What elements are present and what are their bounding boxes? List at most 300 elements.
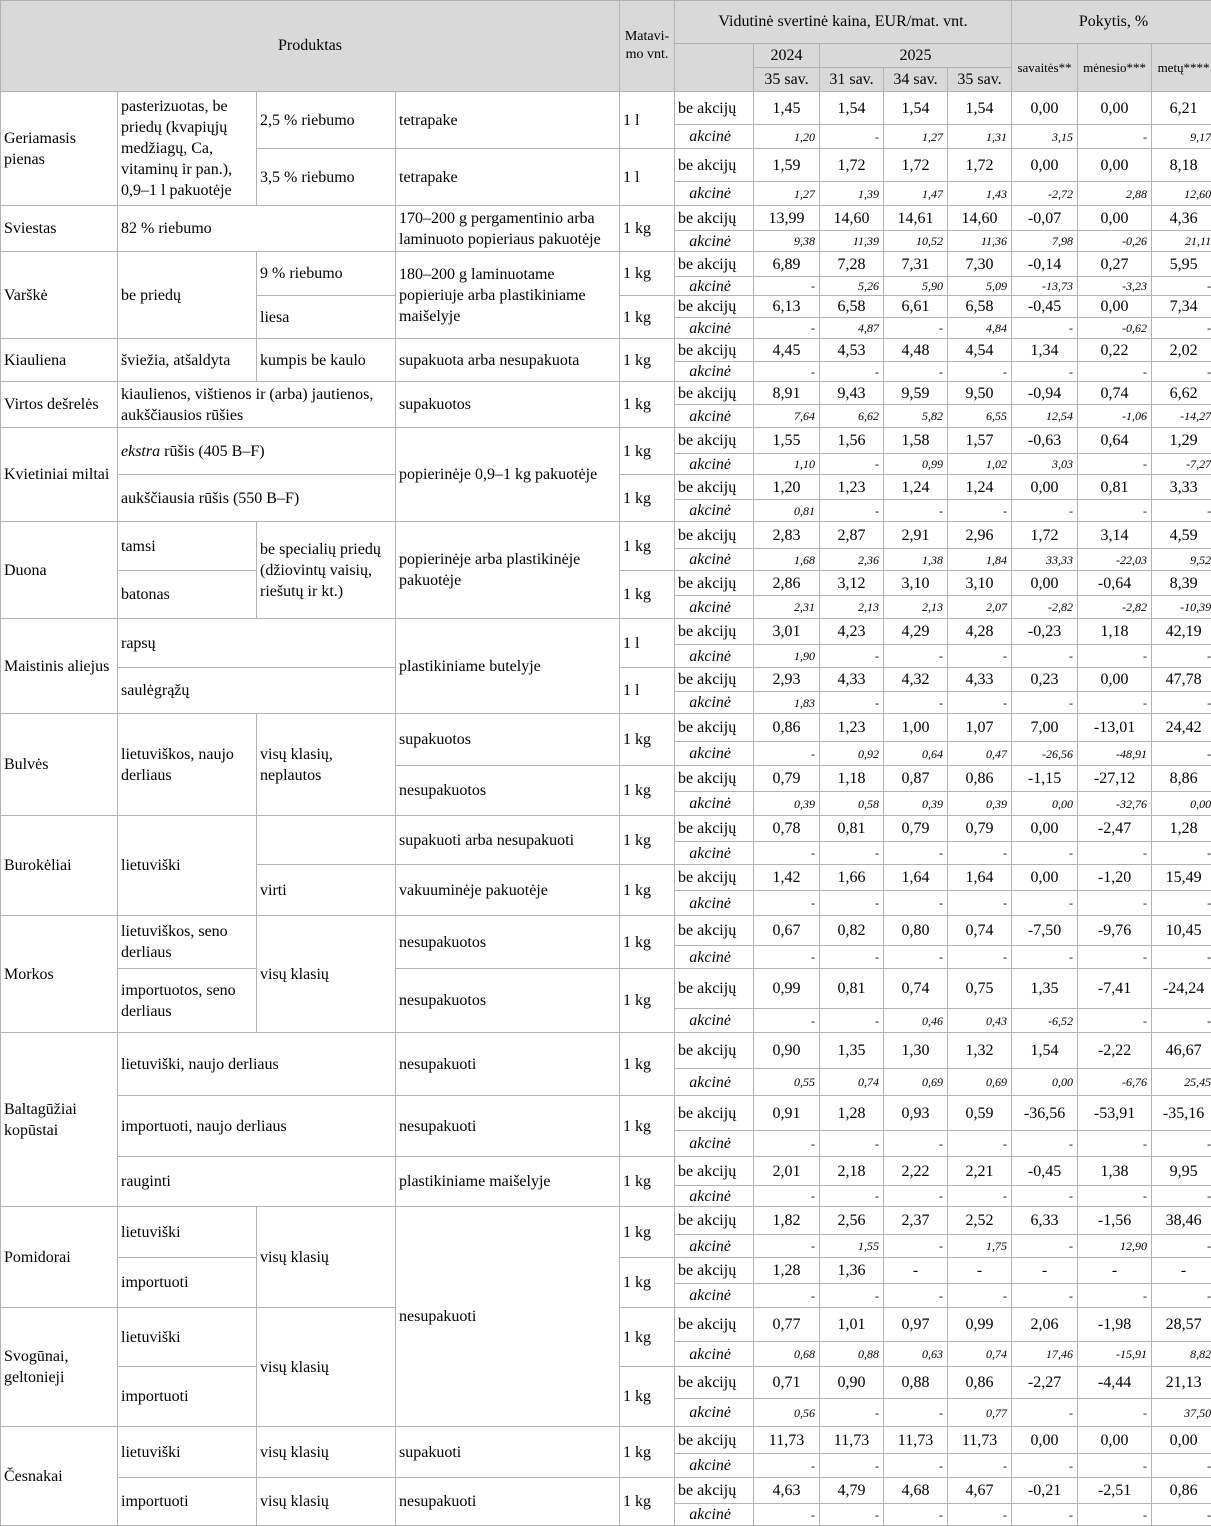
- table-cell: 25,45: [1152, 1069, 1211, 1096]
- table-cell: -24,24: [1152, 969, 1211, 1009]
- product-name: Varškė: [1, 252, 118, 339]
- table-cell: -: [1078, 1131, 1152, 1157]
- table-cell: 1,27: [884, 125, 948, 149]
- table-row-regular: [1, 382, 1211, 405]
- table-cell: 0,00: [1012, 1427, 1078, 1454]
- table-cell: 0,00: [1012, 149, 1078, 182]
- table-cell: -: [1152, 1131, 1211, 1157]
- table-cell: -: [820, 1399, 884, 1427]
- price-type-label: be akcijų: [675, 571, 754, 596]
- price-type-label: be akcijų: [675, 816, 754, 842]
- table-cell: 3,10: [884, 571, 948, 596]
- table-cell: -: [1012, 1399, 1078, 1427]
- table-cell: -4,44: [1078, 1367, 1152, 1399]
- table-cell: 0,90: [820, 1367, 884, 1399]
- table-cell: 11,73: [820, 1427, 884, 1454]
- product-sub: importuoti: [118, 1258, 257, 1308]
- price-type-label: akcinė: [675, 1342, 754, 1367]
- table-cell: -2,72: [1012, 182, 1078, 206]
- table-cell: -: [1078, 842, 1152, 865]
- table-cell: -: [884, 1258, 948, 1284]
- table-cell: 0,79: [948, 816, 1012, 842]
- table-cell: -: [884, 692, 948, 714]
- table-cell: 2,02: [1152, 339, 1211, 362]
- table-cell: 1,20: [754, 125, 820, 149]
- table-cell: 0,81: [754, 500, 820, 522]
- table-cell: -: [1152, 500, 1211, 522]
- price-type-label: akcinė: [675, 1399, 754, 1427]
- table-cell: 3,01: [754, 619, 820, 645]
- table-cell: 12,60: [1152, 182, 1211, 206]
- product-unit: 1 kg: [620, 206, 675, 252]
- product-pack: supakuotos: [396, 382, 620, 428]
- product-pack: nesupakuotos: [396, 969, 620, 1033]
- product-unit: 1 kg: [620, 1427, 675, 1478]
- price-type-label: be akcijų: [675, 714, 754, 742]
- price-type-label: akcinė: [675, 454, 754, 475]
- table-cell: 1,35: [820, 1033, 884, 1069]
- table-cell: 1,54: [948, 92, 1012, 125]
- table-cell: 2,13: [884, 596, 948, 619]
- product-unit: 1 kg: [620, 1478, 675, 1526]
- table-cell: -26,56: [1012, 742, 1078, 766]
- table-cell: 0,77: [754, 1308, 820, 1342]
- table-cell: 11,36: [948, 231, 1012, 252]
- product-sub: lietuviški: [118, 1308, 257, 1367]
- table-cell: -32,76: [1078, 792, 1152, 816]
- table-cell: 0,00: [1012, 571, 1078, 596]
- table-cell: 0,75: [948, 969, 1012, 1009]
- product-unit: 1 kg: [620, 1033, 675, 1096]
- table-cell: -7,50: [1012, 916, 1078, 946]
- table-cell: -: [820, 454, 884, 475]
- table-cell: -: [754, 1454, 820, 1478]
- table-cell: 2,07: [948, 596, 1012, 619]
- table-cell: -: [884, 1235, 948, 1258]
- table-cell: 0,74: [884, 969, 948, 1009]
- table-cell: -0,23: [1012, 619, 1078, 645]
- table-cell: 1,23: [820, 475, 884, 500]
- table-cell: -: [948, 1504, 1012, 1526]
- table-cell: -: [1078, 1454, 1152, 1478]
- table-cell: 0,69: [948, 1069, 1012, 1096]
- table-cell: -1,06: [1078, 405, 1152, 428]
- price-type-label: akcinė: [675, 1235, 754, 1258]
- table-cell: 1,24: [948, 475, 1012, 500]
- table-cell: 38,46: [1152, 1207, 1211, 1235]
- product-unit: 1 l: [620, 619, 675, 668]
- table-cell: 1,18: [1078, 619, 1152, 645]
- table-cell: -: [820, 500, 884, 522]
- product-sub: importuotos, seno derliaus: [118, 969, 257, 1033]
- table-cell: -: [948, 692, 1012, 714]
- table-cell: 0,39: [948, 792, 1012, 816]
- table-cell: -: [884, 946, 948, 969]
- table-cell: 0,58: [820, 792, 884, 816]
- price-type-label: akcinė: [675, 182, 754, 206]
- product-name: Maistinis aliejus: [1, 619, 118, 714]
- table-cell: -: [820, 1284, 884, 1308]
- price-type-label: be akcijų: [675, 252, 754, 277]
- product-unit: 1 l: [620, 149, 675, 206]
- table-cell: 46,67: [1152, 1033, 1211, 1069]
- table-cell: 0,00: [1152, 1427, 1211, 1454]
- table-cell: -: [1078, 1258, 1152, 1284]
- product-sub: lietuviški: [118, 1427, 257, 1478]
- table-cell: 12,54: [1012, 405, 1078, 428]
- table-cell: 1,35: [1012, 969, 1078, 1009]
- table-cell: 0,55: [754, 1069, 820, 1096]
- table-cell: -: [754, 1131, 820, 1157]
- table-cell: 21,11: [1152, 231, 1211, 252]
- product-pack: nesupakuoti: [396, 1478, 620, 1526]
- price-type-label: be akcijų: [675, 339, 754, 362]
- table-cell: -2,82: [1012, 596, 1078, 619]
- price-type-label: akcinė: [675, 891, 754, 916]
- table-cell: 2,56: [820, 1207, 884, 1235]
- table-cell: 6,58: [820, 296, 884, 318]
- table-cell: 4,59: [1152, 522, 1211, 549]
- product-variant: visų klasių: [257, 1207, 396, 1308]
- table-cell: 7,31: [884, 252, 948, 277]
- table-cell: 1,24: [884, 475, 948, 500]
- table-cell: 1,55: [820, 1235, 884, 1258]
- table-cell: 0,64: [1078, 428, 1152, 454]
- price-type-label: akcinė: [675, 1069, 754, 1096]
- table-cell: -2,47: [1078, 816, 1152, 842]
- product-unit: 1 kg: [620, 428, 675, 475]
- product-pack: supakuotos: [396, 714, 620, 766]
- table-cell: 0,39: [884, 792, 948, 816]
- header-annual: metų****: [1152, 44, 1211, 92]
- table-cell: 1,64: [948, 865, 1012, 891]
- product-sub: lietuviškos, seno derliaus: [118, 916, 257, 969]
- table-cell: 5,90: [884, 277, 948, 296]
- table-cell: 7,00: [1012, 714, 1078, 742]
- product-variant: visų klasių: [257, 1427, 396, 1478]
- table-cell: 0,39: [754, 792, 820, 816]
- table-cell: 0,00: [1012, 816, 1078, 842]
- product-sub-rest: rūšis (405 B–F): [160, 443, 264, 460]
- product-variant: kumpis be kaulo: [257, 339, 396, 382]
- table-cell: -: [1012, 891, 1078, 916]
- product-unit: 1 kg: [620, 522, 675, 571]
- table-row-regular: [1, 714, 1211, 742]
- product-unit: 1 kg: [620, 296, 675, 339]
- table-cell: 1,45: [754, 92, 820, 125]
- table-cell: -: [1078, 1399, 1152, 1427]
- product-name: Burokėliai: [1, 816, 118, 916]
- table-cell: 1,72: [884, 149, 948, 182]
- product-unit: 1 kg: [620, 1096, 675, 1157]
- table-cell: -: [884, 362, 948, 382]
- header-week-35: 35 sav.: [948, 68, 1012, 92]
- table-cell: 1,38: [1078, 1157, 1152, 1186]
- table-cell: -: [820, 946, 884, 969]
- table-cell: 1,54: [1012, 1033, 1078, 1069]
- table-cell: -: [884, 1399, 948, 1427]
- product-pack: nesupakuoti: [396, 1207, 620, 1427]
- table-cell: -: [948, 1186, 1012, 1207]
- product-sub-italic: ekstra: [121, 443, 160, 460]
- table-cell: 1,42: [754, 865, 820, 891]
- price-type-label: akcinė: [675, 231, 754, 252]
- table-cell: 9,95: [1152, 1157, 1211, 1186]
- table-cell: -: [884, 1131, 948, 1157]
- table-cell: 3,03: [1012, 454, 1078, 475]
- table-cell: 0,99: [754, 969, 820, 1009]
- table-cell: -13,01: [1078, 714, 1152, 742]
- product-sub: lietuviški: [118, 816, 257, 916]
- price-type-label: akcinė: [675, 277, 754, 296]
- table-cell: 4,87: [820, 318, 884, 339]
- table-cell: 0,81: [820, 816, 884, 842]
- table-cell: -: [1078, 1009, 1152, 1033]
- table-cell: -: [820, 1504, 884, 1526]
- table-cell: 9,38: [754, 231, 820, 252]
- table-cell: -: [884, 1284, 948, 1308]
- table-cell: -: [884, 500, 948, 522]
- table-cell: 6,13: [754, 296, 820, 318]
- table-cell: 24,42: [1152, 714, 1211, 742]
- table-cell: 33,33: [1012, 549, 1078, 571]
- table-cell: 0,87: [884, 766, 948, 792]
- price-type-label: be akcijų: [675, 149, 754, 182]
- product-variant: be specialių priedų (džiovintų vaisių, riešutų ir kt.): [257, 522, 396, 619]
- table-cell: -: [884, 318, 948, 339]
- table-cell: 3,14: [1078, 522, 1152, 549]
- table-cell: 1,36: [820, 1258, 884, 1284]
- table-cell: 2,88: [1078, 182, 1152, 206]
- header-weekly: savaitės**: [1012, 44, 1078, 92]
- product-name: Duona: [1, 522, 118, 619]
- table-cell: -: [1012, 1131, 1078, 1157]
- table-cell: -: [1152, 1504, 1211, 1526]
- table-cell: -: [820, 692, 884, 714]
- table-row-regular: [1, 428, 1211, 454]
- price-type-label: be akcijų: [675, 766, 754, 792]
- table-cell: -: [1012, 1235, 1078, 1258]
- table-cell: -2,82: [1078, 596, 1152, 619]
- table-cell: 8,86: [1152, 766, 1211, 792]
- table-cell: -: [948, 1258, 1012, 1284]
- header-change: Pokytis, %: [1012, 1, 1211, 44]
- table-cell: -: [754, 742, 820, 766]
- table-cell: 9,59: [884, 382, 948, 405]
- price-type-label: akcinė: [675, 1131, 754, 1157]
- price-type-label: be akcijų: [675, 1258, 754, 1284]
- product-pack: tetrapake: [396, 92, 620, 149]
- table-cell: -0,45: [1012, 296, 1078, 318]
- table-cell: 17,46: [1012, 1342, 1078, 1367]
- product-sub: saulėgrąžų: [118, 668, 396, 714]
- product-sub: tamsi: [118, 522, 257, 571]
- table-cell: -15,91: [1078, 1342, 1152, 1367]
- table-cell: 0,00: [1078, 1427, 1152, 1454]
- price-type-label: be akcijų: [675, 206, 754, 231]
- table-cell: -: [948, 500, 1012, 522]
- table-cell: -: [884, 1454, 948, 1478]
- table-cell: -10,39: [1152, 596, 1211, 619]
- table-cell: 37,50: [1152, 1399, 1211, 1427]
- table-cell: 1,55: [754, 428, 820, 454]
- product-unit: 1 kg: [620, 382, 675, 428]
- table-cell: 9,50: [948, 382, 1012, 405]
- table-cell: 0,92: [820, 742, 884, 766]
- price-type-label: be akcijų: [675, 475, 754, 500]
- table-cell: -: [1152, 1235, 1211, 1258]
- table-cell: 1,07: [948, 714, 1012, 742]
- table-cell: 0,74: [948, 916, 1012, 946]
- table-cell: 4,84: [948, 318, 1012, 339]
- product-variant: visų klasių, neplautos: [257, 714, 396, 816]
- price-type-label: akcinė: [675, 1454, 754, 1478]
- table-cell: 1,72: [948, 149, 1012, 182]
- table-cell: 6,62: [820, 405, 884, 428]
- price-type-label: be akcijų: [675, 1367, 754, 1399]
- product-pack: plastikiniame butelyje: [396, 619, 620, 714]
- product-unit: 1 l: [620, 92, 675, 149]
- table-cell: -: [1012, 500, 1078, 522]
- table-cell: 1,29: [1152, 428, 1211, 454]
- table-cell: 2,86: [754, 571, 820, 596]
- table-cell: 0,00: [1012, 475, 1078, 500]
- table-cell: -: [948, 362, 1012, 382]
- product-pack: nesupakuoti: [396, 1033, 620, 1096]
- price-type-label: akcinė: [675, 125, 754, 149]
- table-cell: 1,30: [884, 1033, 948, 1069]
- product-unit: 1 kg: [620, 865, 675, 916]
- table-row-regular: [1, 252, 1211, 277]
- product-unit: 1 kg: [620, 816, 675, 865]
- price-type-label: be akcijų: [675, 522, 754, 549]
- table-cell: 1,64: [884, 865, 948, 891]
- table-cell: 42,19: [1152, 619, 1211, 645]
- table-cell: -: [948, 842, 1012, 865]
- table-cell: 5,82: [884, 405, 948, 428]
- table-cell: -: [820, 1454, 884, 1478]
- table-row-regular: [1, 816, 1211, 842]
- table-cell: 5,09: [948, 277, 1012, 296]
- table-cell: -7,41: [1078, 969, 1152, 1009]
- table-cell: 6,61: [884, 296, 948, 318]
- price-type-label: akcinė: [675, 645, 754, 668]
- table-cell: -0,26: [1078, 231, 1152, 252]
- table-cell: -2,51: [1078, 1478, 1152, 1504]
- product-variant: visų klasių: [257, 916, 396, 1033]
- table-cell: -: [820, 1186, 884, 1207]
- product-pack: 180–200 g laminuotame popieriuje arba plastikiniame maišelyje: [396, 252, 620, 339]
- table-cell: -: [754, 1009, 820, 1033]
- table-cell: 2,91: [884, 522, 948, 549]
- table-row-regular: [1, 339, 1211, 362]
- table-cell: 4,68: [884, 1478, 948, 1504]
- table-cell: -: [948, 946, 1012, 969]
- product-pack: supakuota arba nesupakuota: [396, 339, 620, 382]
- table-cell: 11,39: [820, 231, 884, 252]
- table-row-regular: [1, 916, 1211, 946]
- table-cell: -1,20: [1078, 865, 1152, 891]
- table-cell: -35,16: [1152, 1096, 1211, 1131]
- table-cell: -0,21: [1012, 1478, 1078, 1504]
- table-cell: -: [1078, 1504, 1152, 1526]
- table-cell: -: [1078, 946, 1152, 969]
- table-cell: 1,82: [754, 1207, 820, 1235]
- table-cell: -9,76: [1078, 916, 1152, 946]
- product-unit: 1 kg: [620, 571, 675, 619]
- table-cell: -: [884, 1504, 948, 1526]
- product-sub: aukščiausia rūšis (550 B–F): [118, 475, 396, 522]
- table-cell: 0,74: [1078, 382, 1152, 405]
- price-type-label: be akcijų: [675, 1157, 754, 1186]
- product-sub: rauginti: [118, 1157, 396, 1207]
- table-cell: 1,90: [754, 645, 820, 668]
- table-row-regular: [1, 92, 1211, 125]
- product-pack: vakuuminėje pakuotėje: [396, 865, 620, 916]
- table-cell: -: [1012, 692, 1078, 714]
- table-cell: 7,30: [948, 252, 1012, 277]
- table-cell: 0,86: [754, 714, 820, 742]
- price-type-label: be akcijų: [675, 92, 754, 125]
- product-unit: 1 kg: [620, 1308, 675, 1367]
- table-cell: 0,99: [884, 454, 948, 475]
- table-cell: -1,15: [1012, 766, 1078, 792]
- table-cell: -: [820, 1009, 884, 1033]
- table-cell: 1,43: [948, 182, 1012, 206]
- product-sub: batonas: [118, 571, 257, 619]
- table-cell: 9,43: [820, 382, 884, 405]
- price-type-label: akcinė: [675, 549, 754, 571]
- header-week-34: 34 sav.: [884, 68, 948, 92]
- table-cell: 3,33: [1152, 475, 1211, 500]
- table-cell: 1,34: [1012, 339, 1078, 362]
- table-cell: 4,28: [948, 619, 1012, 645]
- table-cell: 0,90: [754, 1033, 820, 1069]
- table-cell: 1,54: [884, 92, 948, 125]
- table-cell: 2,96: [948, 522, 1012, 549]
- table-cell: -7,27: [1152, 454, 1211, 475]
- table-cell: -1,56: [1078, 1207, 1152, 1235]
- table-cell: -: [1012, 645, 1078, 668]
- table-row-regular: [1, 522, 1211, 549]
- table-cell: -0,94: [1012, 382, 1078, 405]
- table-cell: 0,74: [820, 1069, 884, 1096]
- table-cell: -: [948, 1454, 1012, 1478]
- table-cell: 0,64: [884, 742, 948, 766]
- product-pack: 170–200 g pergamentinio arba laminuoto popieriaus pakuotėje: [396, 206, 620, 252]
- product-sub: lietuviškos, naujo derliaus: [118, 714, 257, 816]
- table-cell: 1,28: [1152, 816, 1211, 842]
- table-cell: 1,66: [820, 865, 884, 891]
- table-cell: 11,73: [948, 1427, 1012, 1454]
- table-cell: 4,67: [948, 1478, 1012, 1504]
- product-variant: liesa: [257, 296, 396, 339]
- table-cell: -: [754, 842, 820, 865]
- table-cell: 0,80: [884, 916, 948, 946]
- product-sub: be priedų: [118, 252, 257, 339]
- table-cell: 1,00: [884, 714, 948, 742]
- table-cell: -: [884, 645, 948, 668]
- table-cell: -: [1012, 1284, 1078, 1308]
- table-cell: -: [1012, 946, 1078, 969]
- product-unit: 1 kg: [620, 1157, 675, 1207]
- table-cell: -: [1078, 645, 1152, 668]
- price-type-label: be akcijų: [675, 969, 754, 1009]
- table-cell: 0,93: [884, 1096, 948, 1131]
- table-cell: -6,52: [1012, 1009, 1078, 1033]
- table-cell: 4,33: [820, 668, 884, 692]
- price-type-label: be akcijų: [675, 1033, 754, 1069]
